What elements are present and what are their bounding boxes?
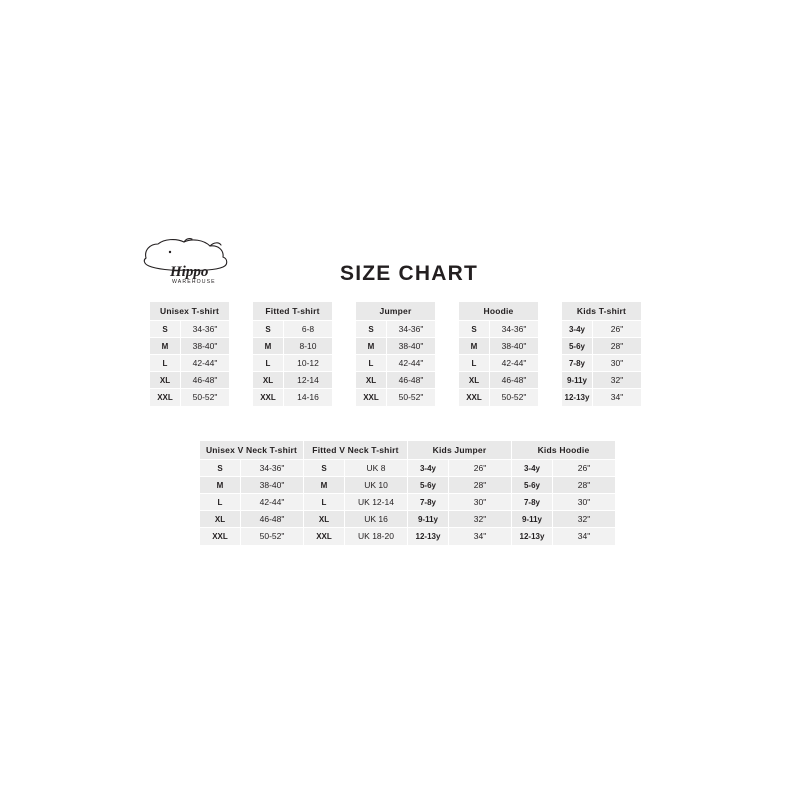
size-value: 42-44"	[241, 494, 304, 511]
table-row	[512, 511, 615, 528]
size-key: 12-13y	[408, 528, 449, 545]
size-value: 26"	[449, 460, 512, 477]
table-unisex-v-neck-t-shirt	[200, 441, 303, 545]
table-row	[408, 477, 511, 494]
table-row	[150, 355, 229, 372]
size-key: 3-4y	[562, 321, 593, 338]
table-row	[304, 477, 407, 494]
size-key: 7-8y	[512, 494, 553, 511]
table-row	[150, 321, 229, 338]
size-key: XL	[253, 372, 284, 389]
size-value: 38-40"	[241, 477, 304, 494]
size-value: UK 18-20	[345, 528, 408, 545]
table-row	[200, 494, 303, 511]
size-key: S	[356, 321, 387, 338]
size-key: XXL	[304, 528, 345, 545]
table-row	[459, 338, 538, 355]
size-value: 42-44"	[387, 355, 436, 372]
table-unisex-t-shirt	[150, 302, 229, 406]
table-row	[562, 338, 641, 355]
size-value: 26"	[553, 460, 616, 477]
size-value: 34-36"	[490, 321, 539, 338]
table-row	[562, 321, 641, 338]
size-value: 30"	[593, 355, 642, 372]
size-value: 46-48"	[241, 511, 304, 528]
size-value: 32"	[593, 372, 642, 389]
table-row	[459, 372, 538, 389]
size-key: S	[459, 321, 490, 338]
table-row	[562, 389, 641, 406]
size-key: L	[200, 494, 241, 511]
table-row	[512, 528, 615, 545]
size-value: 6-8	[284, 321, 333, 338]
svg-text:WAREHOUSE: WAREHOUSE	[172, 279, 216, 285]
size-value: 26"	[593, 321, 642, 338]
size-value: 34-36"	[181, 321, 230, 338]
table-row	[459, 321, 538, 338]
size-value: 38-40"	[181, 338, 230, 355]
size-value: 12-14	[284, 372, 333, 389]
size-key: S	[200, 460, 241, 477]
table-row	[459, 355, 538, 372]
size-key: 12-13y	[512, 528, 553, 545]
table-row	[512, 460, 615, 477]
table-row	[356, 321, 435, 338]
size-key: XXL	[356, 389, 387, 406]
size-key: 7-8y	[562, 355, 593, 372]
table-fitted-v-neck-t-shirt	[304, 441, 407, 545]
size-value: 34-36"	[241, 460, 304, 477]
table-fitted-t-shirt	[253, 302, 332, 406]
size-key: 3-4y	[408, 460, 449, 477]
table-row	[200, 477, 303, 494]
size-key: S	[304, 460, 345, 477]
table-header: Unisex T-shirt	[150, 302, 229, 321]
size-key: XXL	[150, 389, 181, 406]
size-value: UK 16	[345, 511, 408, 528]
size-value: 32"	[449, 511, 512, 528]
size-key: L	[253, 355, 284, 372]
table-row	[356, 355, 435, 372]
size-value: 38-40"	[387, 338, 436, 355]
table-row	[200, 528, 303, 545]
size-key: 12-13y	[562, 389, 593, 406]
size-key: L	[150, 355, 181, 372]
size-key: XL	[150, 372, 181, 389]
size-key: M	[253, 338, 284, 355]
size-key: 5-6y	[512, 477, 553, 494]
size-value: 8-10	[284, 338, 333, 355]
table-row	[253, 321, 332, 338]
size-key: 3-4y	[512, 460, 553, 477]
table-header: Kids Jumper	[408, 441, 511, 460]
size-value: 50-52"	[241, 528, 304, 545]
table-row	[253, 372, 332, 389]
size-key: M	[150, 338, 181, 355]
size-value: UK 8	[345, 460, 408, 477]
size-key: 9-11y	[562, 372, 593, 389]
size-key: XXL	[200, 528, 241, 545]
size-value: 46-48"	[387, 372, 436, 389]
size-value: 28"	[593, 338, 642, 355]
size-key: XL	[200, 511, 241, 528]
table-row	[459, 389, 538, 406]
size-key: 9-11y	[512, 511, 553, 528]
table-row	[356, 389, 435, 406]
table-kids-jumper	[408, 441, 511, 545]
size-key: XL	[304, 511, 345, 528]
size-value: UK 10	[345, 477, 408, 494]
table-row	[408, 528, 511, 545]
table-row	[562, 372, 641, 389]
table-header: Jumper	[356, 302, 435, 321]
page-title: SIZE CHART	[340, 262, 478, 285]
table-row	[150, 338, 229, 355]
size-value: 42-44"	[490, 355, 539, 372]
table-row	[253, 338, 332, 355]
table-row	[253, 355, 332, 372]
size-key: M	[200, 477, 241, 494]
table-row	[408, 511, 511, 528]
table-jumper	[356, 302, 435, 406]
size-value: 50-52"	[181, 389, 230, 406]
size-value: 38-40"	[490, 338, 539, 355]
table-row	[408, 494, 511, 511]
table-row	[562, 355, 641, 372]
size-key: M	[304, 477, 345, 494]
size-key: 5-6y	[562, 338, 593, 355]
svg-text:Hippo: Hippo	[170, 264, 209, 280]
table-row	[356, 372, 435, 389]
size-key: L	[304, 494, 345, 511]
table-row	[304, 528, 407, 545]
table-header: Kids T-shirt	[562, 302, 641, 321]
hippo-warehouse-logo	[140, 232, 240, 288]
size-key: L	[459, 355, 490, 372]
size-key: M	[356, 338, 387, 355]
size-key: M	[459, 338, 490, 355]
size-key: XL	[459, 372, 490, 389]
size-value: 46-48"	[490, 372, 539, 389]
size-value: 50-52"	[490, 389, 539, 406]
size-value: 42-44"	[181, 355, 230, 372]
size-value: 34"	[449, 528, 512, 545]
size-key: XXL	[459, 389, 490, 406]
table-header: Fitted T-shirt	[253, 302, 332, 321]
size-value: 34"	[553, 528, 616, 545]
size-value: 46-48"	[181, 372, 230, 389]
size-value: UK 12-14	[345, 494, 408, 511]
table-header: Hoodie	[459, 302, 538, 321]
size-value: 10-12	[284, 355, 333, 372]
table-row	[200, 511, 303, 528]
table-row	[150, 389, 229, 406]
table-hoodie	[459, 302, 538, 406]
size-value: 50-52"	[387, 389, 436, 406]
table-row	[304, 494, 407, 511]
size-key: 7-8y	[408, 494, 449, 511]
table-row	[356, 338, 435, 355]
table-row	[304, 460, 407, 477]
table-row	[304, 511, 407, 528]
size-value: 34-36"	[387, 321, 436, 338]
size-value: 28"	[553, 477, 616, 494]
table-row	[200, 460, 303, 477]
table-kids-t-shirt	[562, 302, 641, 406]
size-key: 5-6y	[408, 477, 449, 494]
table-row	[512, 477, 615, 494]
table-header: Kids Hoodie	[512, 441, 615, 460]
size-value: 32"	[553, 511, 616, 528]
table-row	[408, 460, 511, 477]
size-key: S	[150, 321, 181, 338]
size-value: 30"	[449, 494, 512, 511]
size-key: XXL	[253, 389, 284, 406]
size-value: 34"	[593, 389, 642, 406]
table-row	[512, 494, 615, 511]
table-row	[150, 372, 229, 389]
table-header: Unisex V Neck T-shirt	[200, 441, 303, 460]
table-kids-hoodie	[512, 441, 615, 545]
size-key: S	[253, 321, 284, 338]
size-key: L	[356, 355, 387, 372]
table-row	[253, 389, 332, 406]
size-value: 14-16	[284, 389, 333, 406]
size-key: XL	[356, 372, 387, 389]
table-header: Fitted V Neck T-shirt	[304, 441, 407, 460]
size-key: 9-11y	[408, 511, 449, 528]
size-value: 28"	[449, 477, 512, 494]
size-value: 30"	[553, 494, 616, 511]
